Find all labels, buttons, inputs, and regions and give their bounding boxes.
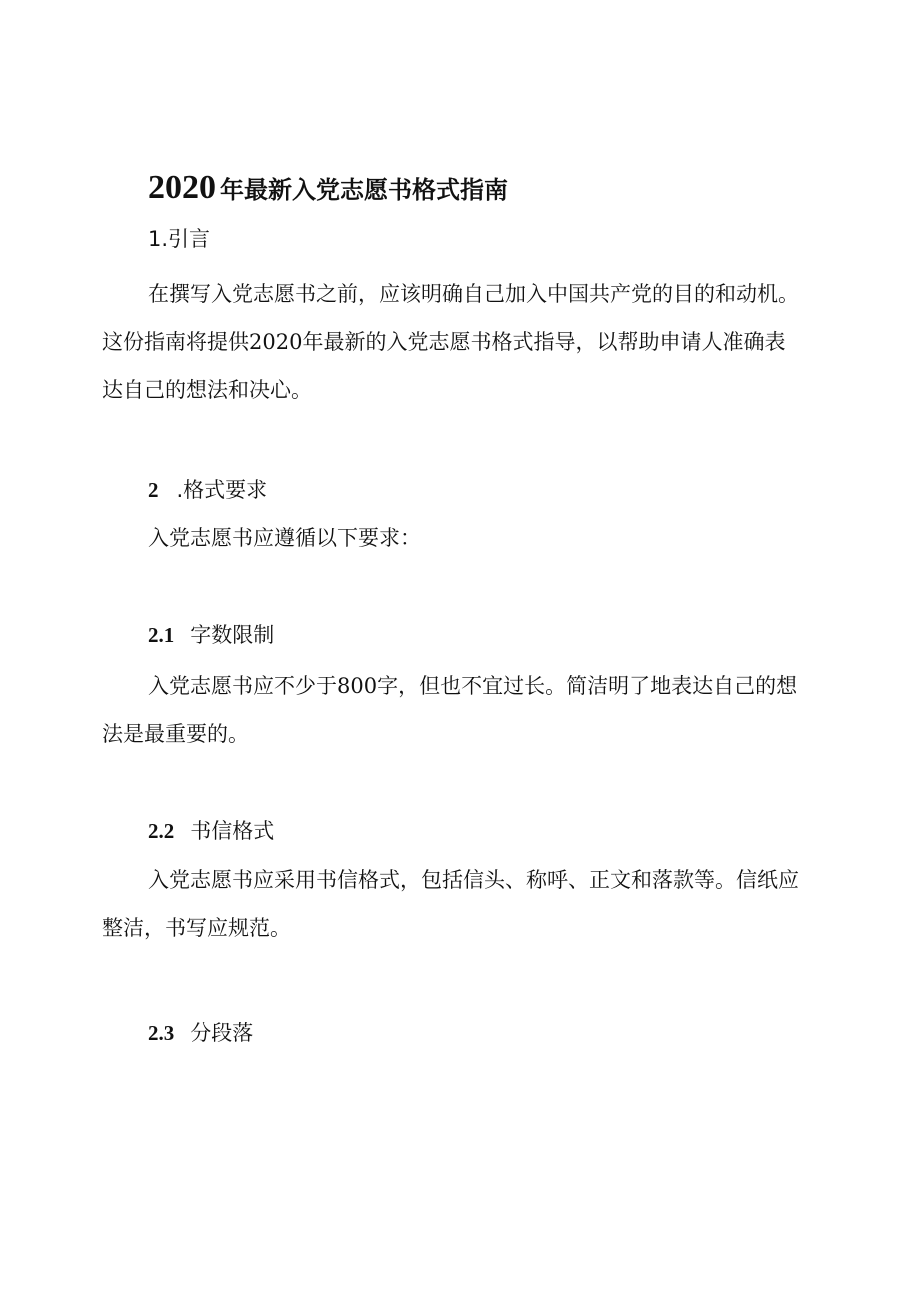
title-year: 2020 [148, 169, 216, 206]
section-2-1-number: 2.1 [148, 623, 175, 647]
title-text: 年最新入党志愿书格式指南 [220, 176, 508, 204]
section-2-2-heading [148, 814, 274, 848]
section-2-heading [148, 473, 267, 507]
document-title [148, 168, 508, 210]
section-1-heading: 1.引言 [148, 227, 211, 251]
section-1-paragraph: 在撰写入党志愿书之前，应该明确自己加入中国共产党的目的和动机。这份指南将提供2020年最新的入党志愿书格式指导，以帮助申请人准确表达自己的想法和决心。 [102, 282, 799, 402]
section-2-3-number: 2.3 [148, 1021, 175, 1045]
section-2-1-heading [148, 618, 274, 652]
section-2-2-number: 2.2 [148, 819, 175, 843]
section-2-3-title: 分段落 [190, 1021, 254, 1045]
section-2-1-title: 字数限制 [190, 623, 275, 647]
section-2-3-heading [148, 1016, 253, 1050]
section-2-paragraph: 入党志愿书应遵循以下要求： [148, 526, 421, 550]
section-2-2-paragraph: 入党志愿书应采用书信格式，包括信头、称呼、正文和落款等。信纸应整洁，书写应规范。 [102, 868, 799, 940]
section-2-2-title: 书信格式 [190, 819, 275, 843]
section-2-title: .格式要求 [176, 478, 268, 502]
section-2-number: 2 [148, 478, 159, 502]
section-2-1-paragraph: 入党志愿书应不少于800字，但也不宜过长。简洁明了地表达自己的想法是最重要的。 [102, 674, 798, 746]
